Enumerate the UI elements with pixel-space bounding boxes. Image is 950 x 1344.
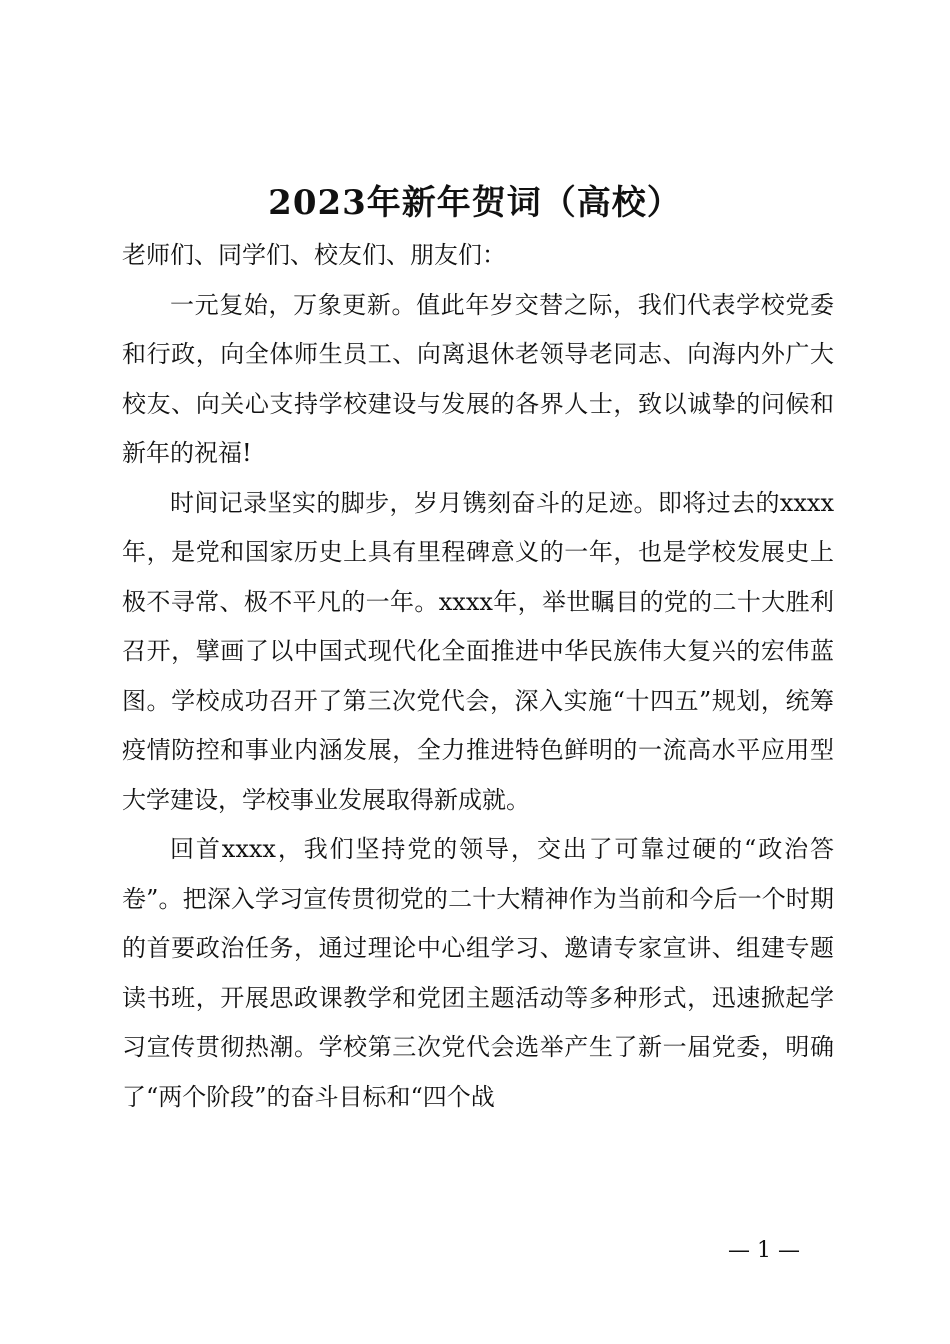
paragraph-3: 回首xxxx，我们坚持党的领导，交出了可靠过硬的“政治答卷”。把深入学习宣传贯彻党的二十大精神作为当前和今后一个时期的首要政治任务，通过理论中心组学习、邀请专家宣讲、组建专题读书班，开展思政课教学和党团主题活动等多种形式，迅速掀起学习宣传贯彻热潮。学校第三次党代会选举产生了新一届党委，明确了“两个阶段”的奋斗目标和“四个战 bbox=[122, 835, 834, 1111]
paragraph-1: 一元复始，万象更新。值此年岁交替之际，我们代表学校党委和行政，向全体师生员工、向离退休老领导老同志、向海内外广大校友、向关心支持学校建设与发展的各界人士，致以诚挚的问候和新年的祝福! bbox=[122, 290, 834, 467]
document-body bbox=[122, 231, 834, 1122]
page-number: — 1 — bbox=[728, 1238, 800, 1263]
document-title: 2023年新年贺词（高校） bbox=[268, 183, 682, 223]
salutation: 老师们、同学们、校友们、朋友们： bbox=[122, 241, 506, 269]
paragraph-2: 时间记录坚实的脚步，岁月镌刻奋斗的足迹。即将过去的xxxx年，是党和国家历史上具有里程碑意义的一年，也是学校发展史上极不寻常、极不平凡的一年。xxxx年，举世瞩目的党的二十大胜利召开，擘画了以中国式现代化全面推进中华民族伟大复兴的宏伟蓝图。学校成功召开了第三次党代会，深入实施“十四五”规划，统筹疫情防控和事业内涵发展，全力推进特色鲜明的一流高水平应用型大学建设，学校事业发展取得新成就。 bbox=[122, 488, 834, 814]
